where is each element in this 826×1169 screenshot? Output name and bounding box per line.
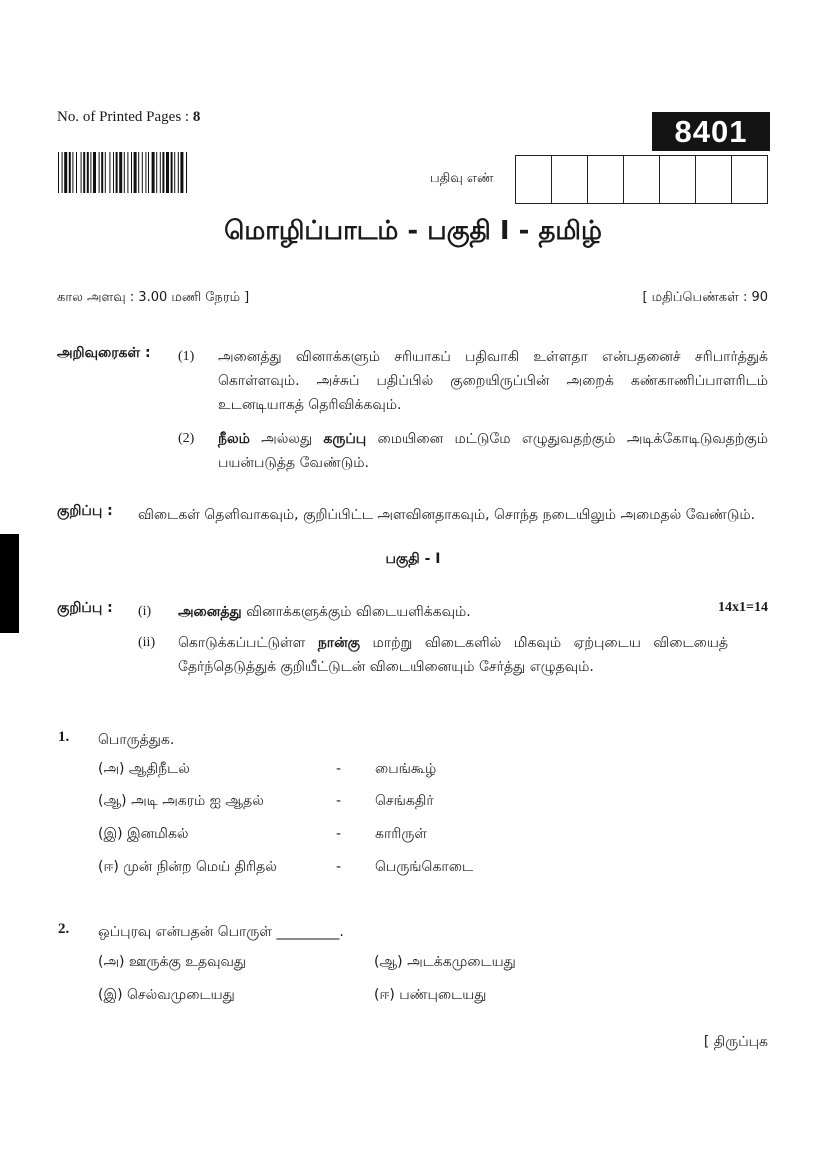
paper-code: 8401 [652, 112, 770, 151]
match-right: பெருங்கொடை [375, 859, 474, 875]
register-digit-box[interactable] [732, 156, 767, 203]
question-text: ஒப்புரவு என்பதன் பொருள் _________. [98, 924, 344, 940]
option-a: (அ) ஊருக்கு உதவுவது [98, 954, 247, 970]
printed-pages-label: No. of Printed Pages : 8 [57, 109, 201, 125]
instruction-text: அனைத்து வினாக்களும் சரியாகப் பதிவாகி உள்ளதா என்பதனைச் சரிபார்த்துக் கொள்ளவும். அச்சுப் பதிப்பில் குறையிருப்பின் அறைக் கண்காணிப்பாளரிடம் உடனடியாகத் தெரிவிக்கவும். [218, 349, 768, 413]
time-duration: கால அளவு : 3.00 மணி நேரம் ] [57, 290, 250, 305]
total-marks: [ மதிப்பெண்கள் : 90 [642, 290, 768, 305]
match-left: (அ) ஆதிநீடல் [98, 761, 190, 777]
question-text: பொருத்துக. [98, 732, 175, 748]
match-dash: - [336, 793, 342, 809]
register-number-label: பதிவு எண் [430, 171, 494, 186]
match-left: (ஈ) முன் நின்ற மெய் திரிதல் [98, 859, 277, 875]
section-note-number: (i) [138, 604, 152, 619]
register-digit-box[interactable] [624, 156, 660, 203]
barcode [58, 152, 246, 193]
instruction-number: (2) [178, 431, 195, 446]
option-c: (இ) செல்வமுடையது [98, 987, 235, 1003]
match-dash: - [336, 859, 342, 875]
register-number-boxes[interactable] [515, 155, 768, 204]
register-digit-box[interactable] [516, 156, 552, 203]
match-right: காரிருள் [375, 826, 427, 842]
section-note-text: கொடுக்கப்பட்டுள்ள நான்கு மாற்று விடைகளில் மிகவும் ஏற்புடைய விடையைத் தேர்ந்தெடுத்துக் குறியீட்டுடன் விடையினையும் சேர்த்து எழுதவும். [178, 635, 729, 675]
match-right: பைங்கூழ் [375, 761, 437, 777]
section-note-heading: குறிப்பு : [57, 600, 113, 616]
option-b: (ஆ) அடக்கமுடையது [374, 954, 516, 970]
section-note-text: அனைத்து வினாக்களுக்கும் விடையளிக்கவும். [178, 604, 471, 620]
ink-color-blue: நீலம் [218, 431, 250, 447]
match-dash: - [336, 826, 342, 842]
ink-color-black: கருப்பு [323, 431, 367, 447]
question-number: 1. [58, 729, 70, 745]
instruction-number: (1) [178, 349, 195, 364]
section-note-number: (ii) [138, 635, 156, 650]
instructions-heading: அறிவுரைகள் : [57, 345, 151, 361]
register-digit-box[interactable] [660, 156, 696, 203]
match-left: (இ) இனமிகல் [98, 826, 189, 842]
match-left: (ஆ) அடி அகரம் ஐ ஆதல் [98, 793, 264, 809]
register-digit-box[interactable] [696, 156, 732, 203]
exam-title: மொழிப்பாடம் - பகுதி I - தமிழ் [224, 216, 602, 246]
printed-pages-count: 8 [192, 109, 201, 125]
turn-over-label: [ திருப்புக [703, 1034, 768, 1050]
register-digit-box[interactable] [588, 156, 624, 203]
match-dash: - [336, 761, 342, 777]
margin-marker [0, 534, 19, 633]
note-heading: குறிப்பு : [57, 503, 113, 519]
option-d: (ஈ) பண்புடையது [374, 987, 487, 1003]
match-right: செங்கதிர் [375, 793, 434, 809]
note-text: விடைகள் தெளிவாகவும், குறிப்பிட்ட அளவினதாகவும், சொந்த நடையிலும் அமைதல் வேண்டும். [138, 507, 756, 523]
register-digit-box[interactable] [552, 156, 588, 203]
section-title: பகுதி - I [385, 551, 441, 567]
question-number: 2. [58, 921, 70, 937]
instruction-text: நீலம் அல்லது கருப்பு மையினை மட்டுமே எழுதுவதற்கும் அடிக்கோடிடுவதற்கும் பயன்படுத்த வேண்டும். [218, 431, 768, 471]
section-marks: 14x1=14 [718, 600, 768, 615]
